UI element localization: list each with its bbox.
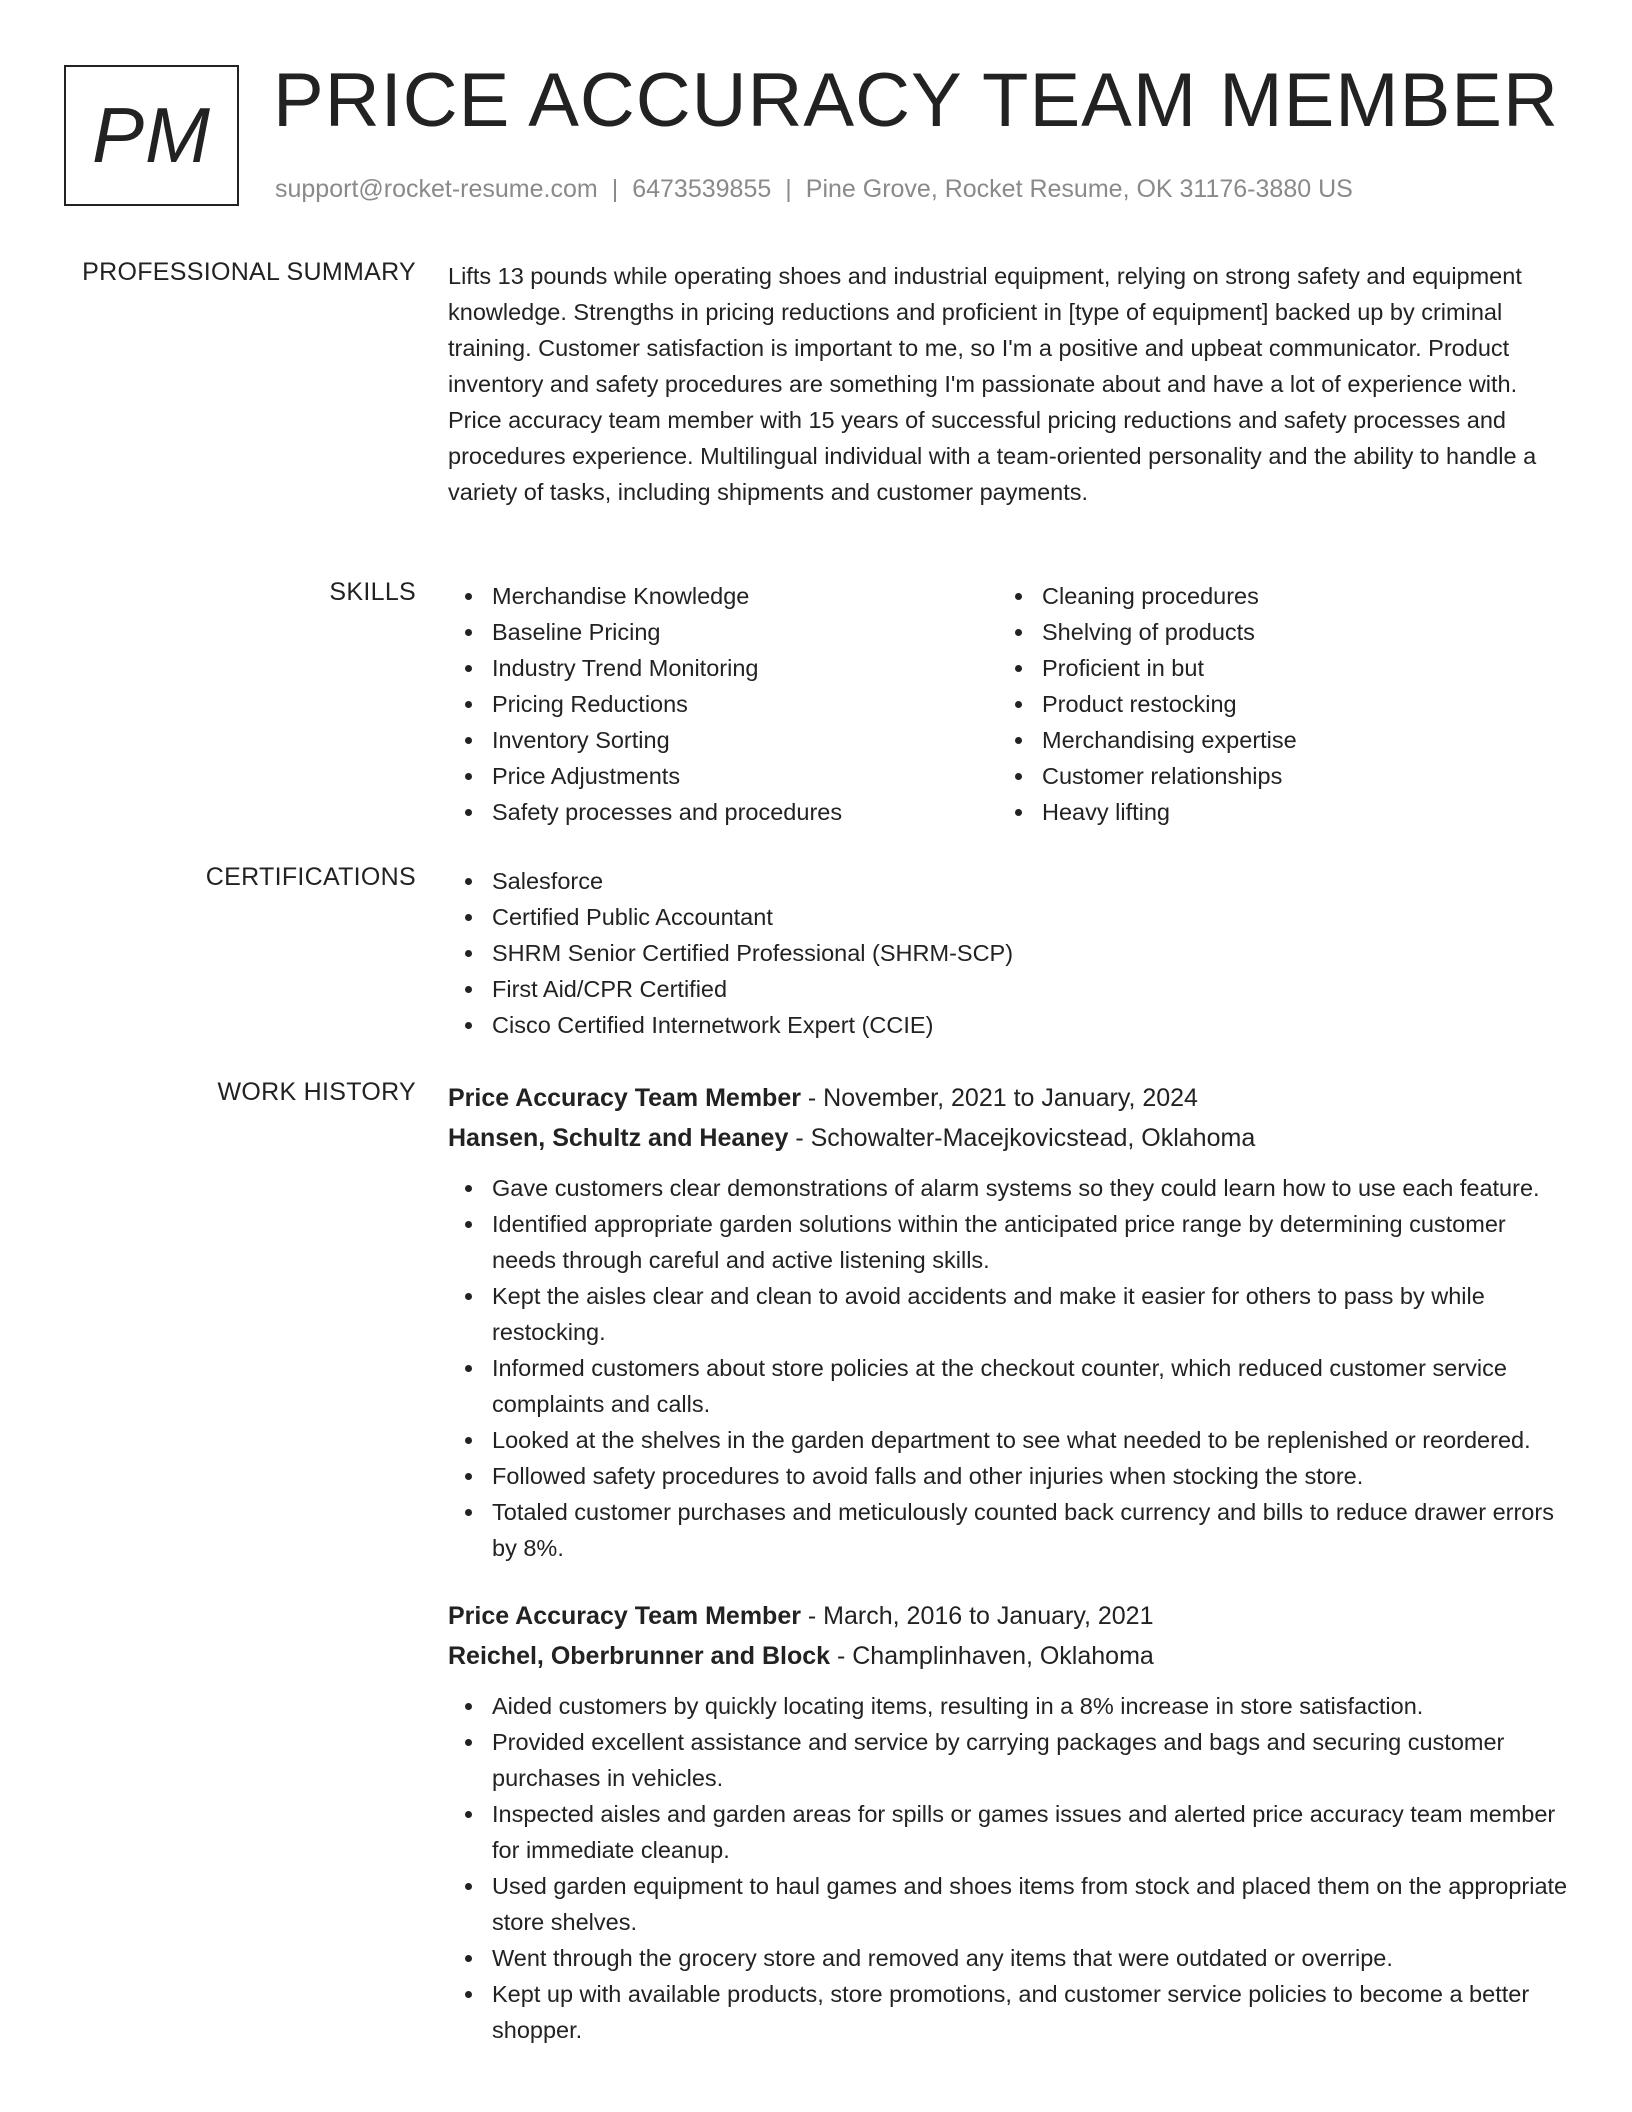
job-entry [448, 1078, 1568, 1566]
job-dates: - March, 2016 to January, 2021 [800, 1602, 1154, 1630]
summary-label: PROFESSIONAL SUMMARY [82, 258, 416, 286]
certification-item: First Aid/CPR Certified [448, 971, 1568, 1007]
job-company-line [448, 1118, 1568, 1158]
job-bullet: Inspected aisles and garden areas for spills or games issues and alerted price accuracy team member for immediate cleanup. [448, 1796, 1568, 1868]
skill-item: Shelving of products [998, 614, 1548, 650]
job-bullet: Looked at the shelves in the garden department to see what needed to be replenished or reordered. [448, 1422, 1568, 1458]
job-bullet: Kept up with available products, store promotions, and customer service policies to become a better shopper. [448, 1976, 1568, 2048]
certification-item: SHRM Senior Certified Professional (SHRM-SCP) [448, 935, 1568, 971]
job-bullet: Gave customers clear demonstrations of alarm systems so they could learn how to use each feature. [448, 1170, 1568, 1206]
skills-list-right [998, 578, 1548, 830]
skill-item: Industry Trend Monitoring [448, 650, 998, 686]
skill-item: Merchandise Knowledge [448, 578, 998, 614]
contact-separator: | [611, 175, 619, 203]
skill-item: Merchandising expertise [998, 722, 1548, 758]
skill-item: Inventory Sorting [448, 722, 998, 758]
job-bullet: Provided excellent assistance and service by carrying packages and bags and securing customer purchases in vehicles. [448, 1724, 1568, 1796]
job-title-line [448, 1078, 1568, 1118]
resume-title: PRICE ACCURACY TEAM MEMBER [273, 58, 1559, 143]
skills-list-left [448, 578, 998, 830]
summary-text: Lifts 13 pounds while operating shoes and industrial equipment, relying on strong safety and equipment knowledge. Strengths in pricing reductions and proficient in [type of equipment] backed up by criminal training. Customer satisfaction is important to me, so I'm a positive and upbeat communicator. Product inventory and safety procedures are something I'm passionate about and have a lot of experience with. Price accuracy team member with 15 years of successful pricing reductions and safety processes and procedures experience. Multilingual individual with a team-oriented personality and the ability to handle a variety of tasks, including shipments and customer payments. [448, 263, 1537, 505]
job-location: - Schowalter-Macejkovicstead, Oklahoma [788, 1124, 1256, 1152]
skills-body [448, 578, 1568, 830]
skill-item: Proficient in but [998, 650, 1548, 686]
job-title-line [448, 1596, 1568, 1636]
job-company: Hansen, Schultz and Heaney [448, 1124, 789, 1152]
job-bullets [448, 1688, 1568, 2048]
skill-item: Heavy lifting [998, 794, 1548, 830]
job-bullet: Aided customers by quickly locating items, resulting in a 8% increase in store satisfaction. [448, 1688, 1568, 1724]
job-title: Price Accuracy Team Member [448, 1602, 801, 1630]
work-history-label: WORK HISTORY [217, 1078, 416, 1106]
contact-separator: | [785, 175, 792, 203]
job-location: - Champlinhaven, Oklahoma [830, 1642, 1154, 1670]
job-bullet: Informed customers about store policies at the checkout counter, which reduced customer service complaints and calls. [448, 1350, 1568, 1422]
job-bullet: Followed safety procedures to avoid falls and other injuries when stocking the store. [448, 1458, 1568, 1494]
job-bullet: Totaled customer purchases and meticulously counted back currency and bills to reduce drawer errors by 8%. [448, 1494, 1568, 1566]
certifications-list [448, 863, 1568, 1043]
monogram-box [64, 65, 239, 206]
certifications-label: CERTIFICATIONS [205, 863, 416, 891]
certification-item: Certified Public Accountant [448, 899, 1568, 935]
job-bullet: Kept the aisles clear and clean to avoid accidents and make it easier for others to pass by while restocking. [448, 1278, 1568, 1350]
job-bullets [448, 1170, 1568, 1566]
job-bullet: Went through the grocery store and removed any items that were outdated or overripe. [448, 1940, 1568, 1976]
job-dates: - November, 2021 to January, 2024 [800, 1084, 1198, 1112]
certification-item: Salesforce [448, 863, 1568, 899]
certification-item: Cisco Certified Internetwork Expert (CCIE) [448, 1007, 1568, 1043]
certifications-body [448, 863, 1568, 1043]
monogram-initials: PM [92, 91, 211, 179]
contact-phone: 6473539855 [632, 175, 772, 203]
job-bullet: Identified appropriate garden solutions within the anticipated price range by determining customer needs through careful and active listening skills. [448, 1206, 1568, 1278]
skill-item: Product restocking [998, 686, 1548, 722]
skill-item: Pricing Reductions [448, 686, 998, 722]
work-history-body [448, 1078, 1568, 2048]
contact-line [275, 175, 1353, 204]
skill-item: Baseline Pricing [448, 614, 998, 650]
job-company-line [448, 1636, 1568, 1676]
job-title: Price Accuracy Team Member [448, 1084, 801, 1112]
skill-item: Customer relationships [998, 758, 1548, 794]
summary-body [448, 258, 1568, 510]
skill-item: Safety processes and procedures [448, 794, 998, 830]
contact-email: support@rocket-resume.com [275, 175, 598, 203]
skill-item: Cleaning procedures [998, 578, 1548, 614]
job-entry [448, 1596, 1568, 2048]
contact-address: Pine Grove, Rocket Resume, OK 31176-3880 US [805, 175, 1353, 203]
resume-header [64, 58, 1584, 215]
skill-item: Price Adjustments [448, 758, 998, 794]
job-company: Reichel, Oberbrunner and Block [448, 1642, 831, 1670]
job-bullet: Used garden equipment to haul games and shoes items from stock and placed them on the appropriate store shelves. [448, 1868, 1568, 1940]
skills-label: SKILLS [329, 578, 416, 606]
